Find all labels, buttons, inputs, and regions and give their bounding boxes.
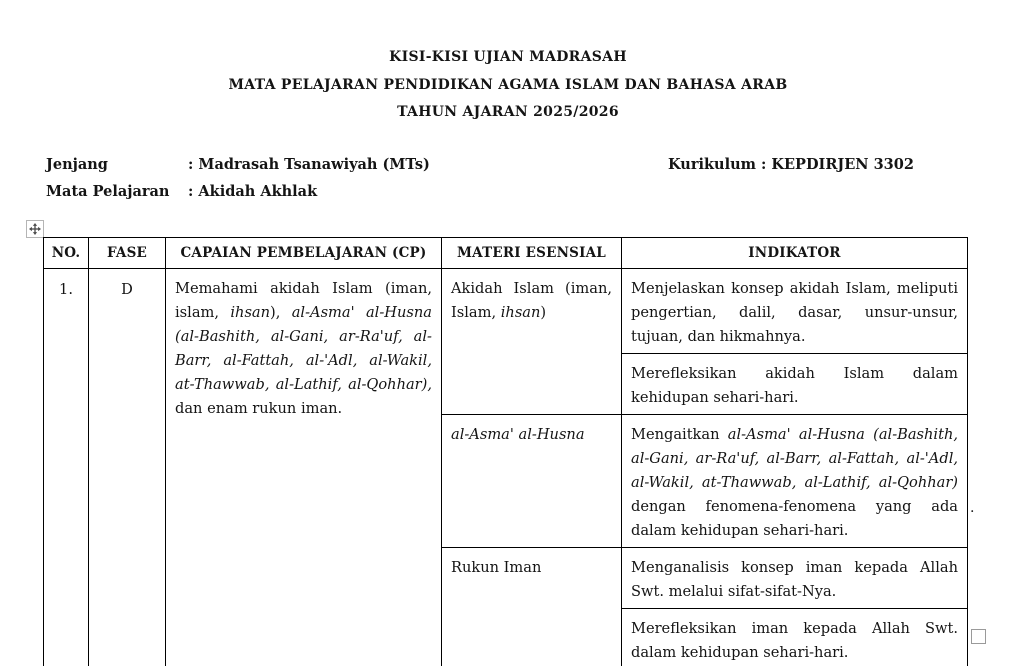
table-resize-handle[interactable] bbox=[971, 629, 986, 644]
move-cross-icon bbox=[29, 223, 41, 235]
column-header-materi: MATERI ESENSIAL bbox=[442, 238, 622, 269]
cell-materi-rukun-iman: Rukun Iman bbox=[442, 548, 622, 666]
table-row bbox=[44, 269, 968, 354]
cell-indikator-5: Merefleksikan iman kepada Allah Swt. dalam kehidupan sehari-hari. bbox=[622, 609, 968, 666]
mata-pelajaran-label: Mata Pelajaran bbox=[46, 183, 170, 200]
mata-pelajaran-value: : Akidah Akhlak bbox=[188, 183, 318, 200]
column-header-indikator: INDIKATOR bbox=[622, 238, 968, 269]
document-title-line-1: KISI-KISI UJIAN MADRASAH bbox=[389, 49, 627, 65]
document-title-line-2: MATA PELAJARAN PENDIDIKAN AGAMA ISLAM DAN BAHASA ARAB bbox=[228, 76, 788, 93]
cell-materi-akidah-islam: Akidah Islam (iman, Islam, ihsan) bbox=[442, 269, 622, 415]
meta-row-mata-pelajaran bbox=[0, 182, 1016, 202]
cell-indikator-2: Merefleksikan akidah Islam dalam kehidupan sehari-hari. bbox=[622, 354, 968, 415]
table-header-row bbox=[44, 238, 968, 269]
cell-materi-asma-husna: al-Asma' al-Husna bbox=[442, 415, 622, 548]
column-header-cp: CAPAIAN PEMBELAJARAN (CP) bbox=[166, 238, 442, 269]
cell-capaian-pembelajaran: Memahami akidah Islam (iman, islam, ihsan), al-Asma' al-Husna (al-Bashith, al-Gani, ar-Ra'uf, al-Barr, al-Fattah, al-'Adl, al-Wakil, at-Thawwab, al-Lathif, al-Qohhar), dan enam rukun iman. bbox=[166, 269, 442, 666]
stray-period-text: . bbox=[970, 500, 975, 516]
document-title-line-3: TAHUN AJARAN 2025/2026 bbox=[397, 104, 619, 120]
column-header-no: NO. bbox=[44, 238, 89, 269]
cell-indikator-1: Menjelaskan konsep akidah Islam, meliputi pengertian, dalil, dasar, unsur-unsur, tujuan, dan hikmahnya. bbox=[622, 269, 968, 354]
cell-indikator-4: Menganalisis konsep iman kepada Allah Swt. melalui sifat-sifat-Nya. bbox=[622, 548, 968, 609]
jenjang-label: Jenjang bbox=[46, 156, 108, 173]
cell-no: 1. bbox=[44, 269, 89, 666]
document-title-block bbox=[0, 44, 1016, 127]
kisi-kisi-table bbox=[43, 237, 968, 666]
meta-row-jenjang bbox=[0, 155, 1016, 175]
table-move-handle[interactable] bbox=[26, 220, 44, 238]
jenjang-value: : Madrasah Tsanawiyah (MTs) bbox=[188, 156, 430, 173]
column-header-fase: FASE bbox=[89, 238, 166, 269]
cell-fase: D bbox=[89, 269, 166, 666]
cell-indikator-3: Mengaitkan al-Asma' al-Husna (al-Bashith, al-Gani, ar-Ra'uf, al-Barr, al-Fattah, al-'Adl, al-Wakil, at-Thawwab, al-Lathif, al-Qohhar) dengan fenomena-fenomena yang ada dalam kehidupan sehari-hari. bbox=[622, 415, 968, 548]
kurikulum-text: Kurikulum : KEPDIRJEN 3302 bbox=[668, 156, 914, 173]
